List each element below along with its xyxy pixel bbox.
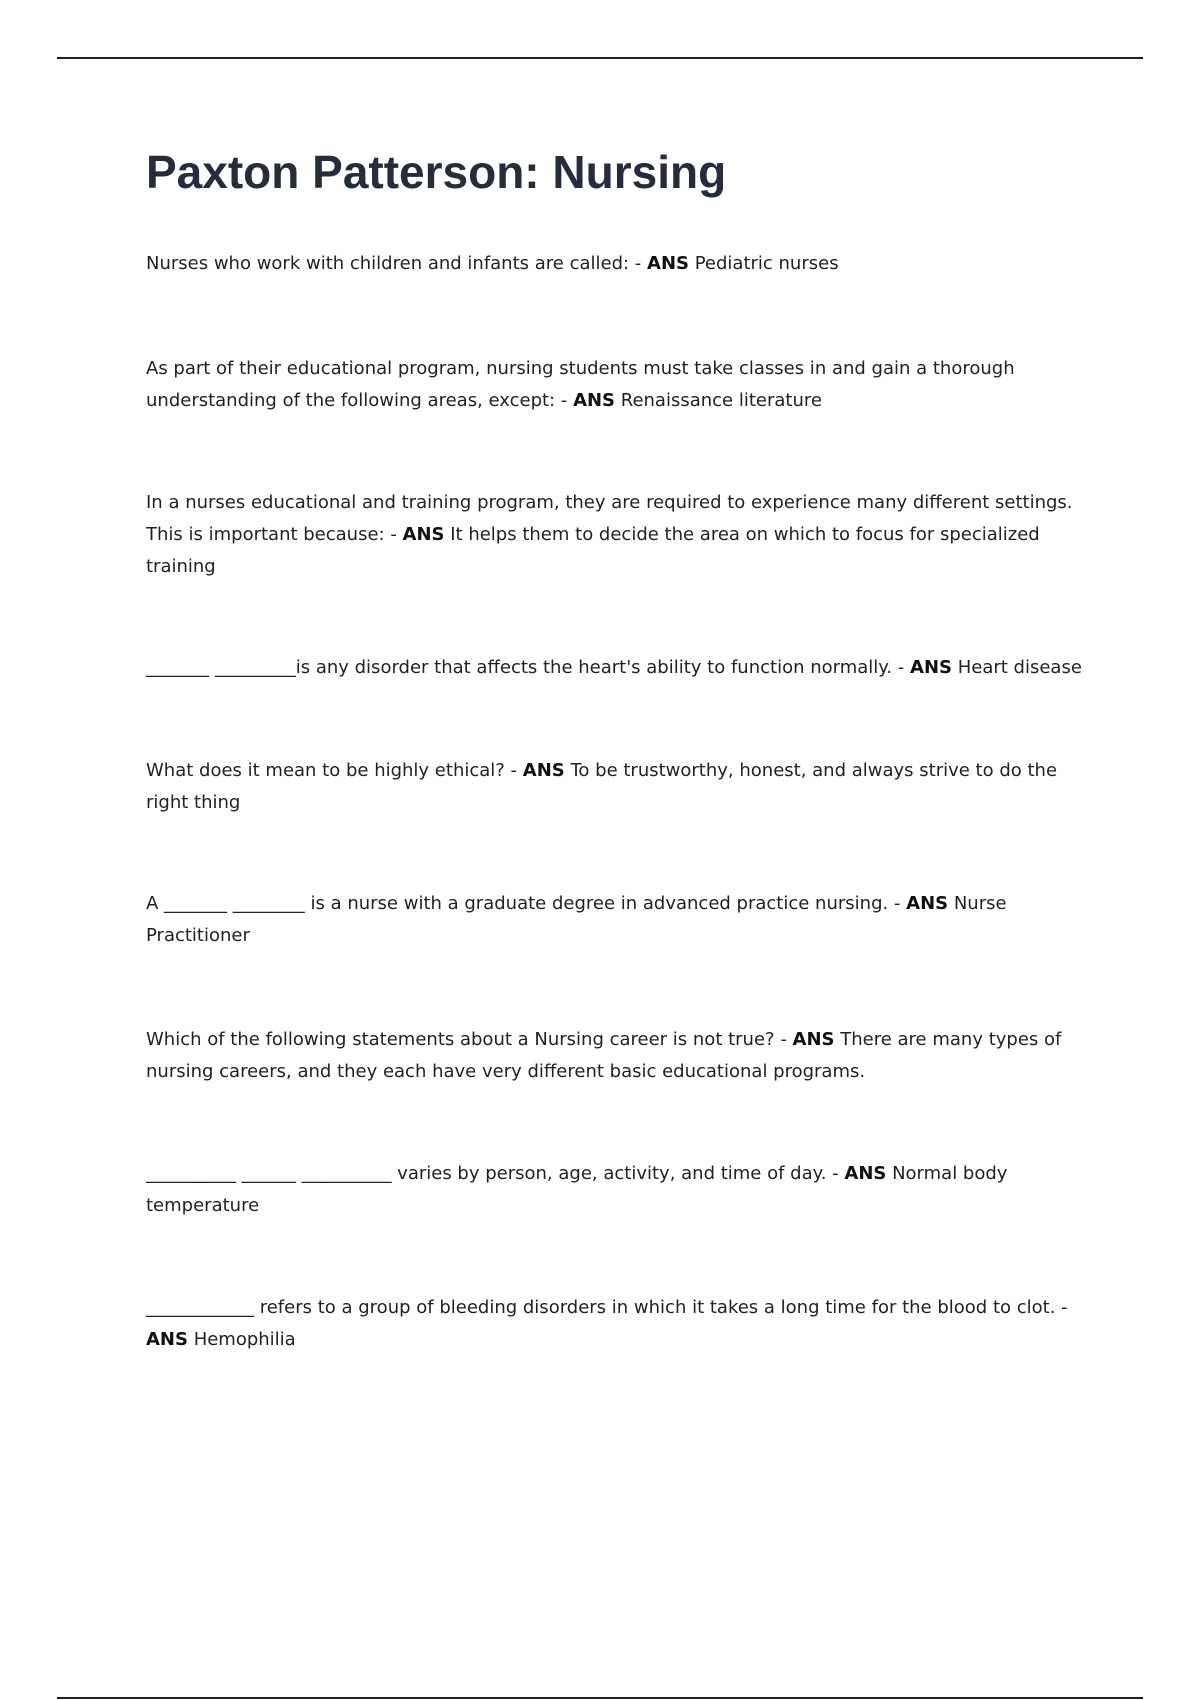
answer-text: Heart disease bbox=[952, 657, 1082, 678]
question-text: Nurses who work with children and infants are called: - bbox=[146, 253, 648, 274]
ans-label: ANS bbox=[844, 1163, 887, 1184]
qa-item-9 bbox=[146, 1292, 1086, 1356]
question-text: What does it mean to be highly ethical? - bbox=[146, 760, 523, 781]
question-text: In a nurses educational and training program, they are required to experience many different settings. This is important because: - bbox=[146, 492, 1073, 545]
bottom-divider bbox=[57, 1697, 1143, 1699]
top-divider bbox=[57, 57, 1143, 59]
qa-item-8 bbox=[146, 1158, 1086, 1222]
ans-label: ANS bbox=[522, 760, 565, 781]
question-text: __________ ______ __________ varies by person, age, activity, and time of day. - bbox=[146, 1163, 845, 1184]
ans-label: ANS bbox=[146, 1329, 188, 1350]
qa-item-1 bbox=[146, 248, 1086, 280]
answer-text: To be trustworthy, honest, and always strive to do the right thing bbox=[146, 760, 1058, 813]
qa-item-3 bbox=[146, 487, 1086, 583]
answer-text: Pediatric nurses bbox=[688, 253, 839, 274]
ans-label: ANS bbox=[906, 893, 949, 914]
ans-label: ANS bbox=[573, 390, 616, 411]
page-title: Paxton Patterson: Nursing bbox=[146, 146, 727, 198]
qa-item-6 bbox=[146, 888, 1086, 952]
question-text: As part of their educational program, nursing students must take classes in and gain a thorough understanding of the following areas, except: - bbox=[146, 358, 1015, 411]
answer-text: It helps them to decide the area on which to focus for specialized training bbox=[146, 524, 1040, 577]
qa-item-7 bbox=[146, 1024, 1086, 1088]
ans-label: ANS bbox=[792, 1029, 835, 1050]
question-text: A _______ ________ is a nurse with a graduate degree in advanced practice nursing. - bbox=[146, 893, 907, 914]
answer-text: Renaissance literature bbox=[615, 390, 822, 411]
qa-item-2 bbox=[146, 353, 1086, 417]
answer-text: There are many types of nursing careers, and they each have very different basic educational programs. bbox=[146, 1029, 1062, 1082]
ans-label: ANS bbox=[910, 657, 952, 678]
qa-item-5 bbox=[146, 755, 1086, 819]
question-text: Which of the following statements about a Nursing career is not true? - bbox=[146, 1029, 793, 1050]
answer-text: Hemophilia bbox=[187, 1329, 296, 1350]
ans-label: ANS bbox=[647, 253, 689, 274]
ans-label: ANS bbox=[402, 524, 445, 545]
question-text: ____________ refers to a group of bleeding disorders in which it takes a long time for the blood to clot. - bbox=[146, 1297, 1068, 1318]
question-text: _______ _________is any disorder that affects the heart's ability to function normally. - bbox=[146, 657, 911, 678]
qa-item-4 bbox=[146, 652, 1106, 684]
answer-text: Nurse Practitioner bbox=[146, 893, 1007, 946]
answer-text: Normal body temperature bbox=[146, 1163, 1008, 1216]
